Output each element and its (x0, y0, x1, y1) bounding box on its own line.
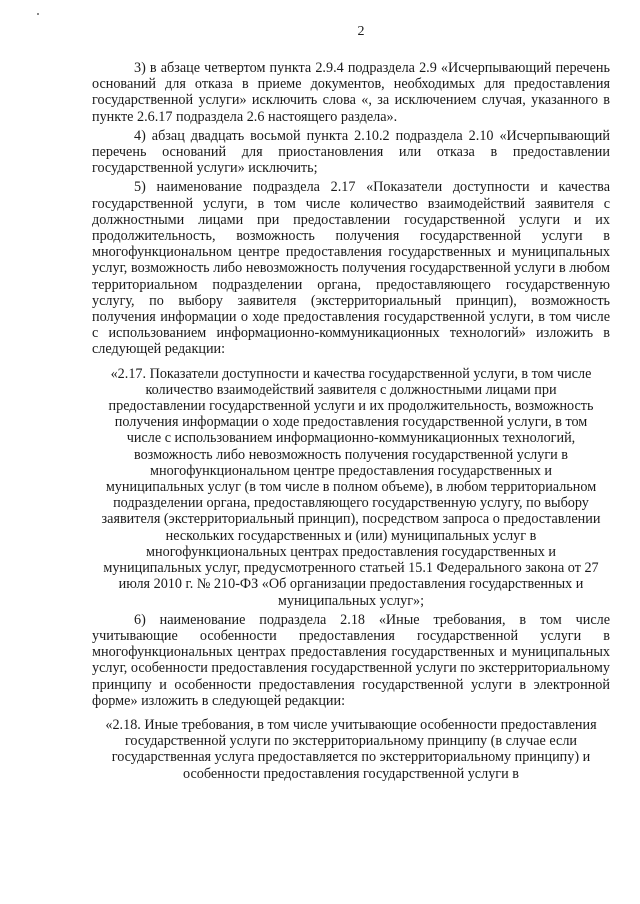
page-number: 2 (357, 24, 365, 39)
quoted-heading-2-17: «2.17. Показатели доступности и качества государственной услуги, в том числе количество взаимодействий заявителя с должностными лицами при предоставлении государственной услуги и их продолжительность, возможность получения информации о ходе предоставления государственной услуги, в том числе с использованием информационно-коммуникационных технологий, возможность либо невозможность получения государственной услуги в многофункциональном центре предоставления государственных и муниципальных услуг (в том числе в полном объеме), в любом территориальном подразделении органа, предоставляющего государственную услугу, по выбору заявителя (экстерриториальный принцип), посредством запроса о предоставлении нескольких государственных и (или) муниципальных услуг в многофункциональных центрах предоставления государственных и муниципальных услуг, предусмотренного статьей 15.1 Федерального закона от 27 июля 2010 г. № 210-ФЗ «Об организации предоставления государственных и муниципальных услуг»; (101, 365, 601, 609)
paragraph-item-3: 3) в абзаце четвертом пункта 2.9.4 подраздела 2.9 «Исчерпывающий перечень оснований для отказа в приеме документов, необходимых для предоставления государственной услуги» исключить слова «, за исключением случая, указанного в пункте 2.6.17 подраздела 2.6 настоящего раздела». (92, 60, 610, 125)
paragraph-item-6: 6) наименование подраздела 2.18 «Иные требования, в том числе учитывающие особенности предоставления государственной услуги в многофункциональных центрах предоставления государственных и муниципальных услуг, особенности предоставления государственной услуги по экстерриториальному принципу и особенности предоставления государственной услуги в электронной форме» изложить в следующей редакции: (92, 611, 610, 709)
scan-speck (37, 13, 39, 15)
paragraph-item-4: 4) абзац двадцать восьмой пункта 2.10.2 подраздела 2.10 «Исчерпывающий перечень оснований для приостановления или отказа в предоставлении государственной услуги» исключить; (92, 127, 610, 177)
quoted-heading-2-18: «2.18. Иные требования, в том числе учитывающие особенности предоставления государственной услуги по экстерриториальному принципу (в случае если государственная услуга предоставляется по экстерриториальному принципу) и особенности предоставления государственной услуги в (105, 716, 597, 782)
paragraph-item-5: 5) наименование подраздела 2.17 «Показатели доступности и качества государственной услуги, в том числе количество взаимодействий заявителя с должностными лицами при предоставлении государственной услуги и их продолжительность, возможность получения государственной услуги в многофункциональном центре предоставления государственных и муниципальных услуг, возможность либо невозможность получения государственной услуги в любом территориальном подразделении органа, предоставляющего государственную услугу, по выбору заявителя (экстерриториальный принцип), возможность получения информации о ходе предоставления государственной услуги, в том числе с использованием информационно-коммуникационных технологий» изложить в следующей редакции: (92, 179, 610, 358)
